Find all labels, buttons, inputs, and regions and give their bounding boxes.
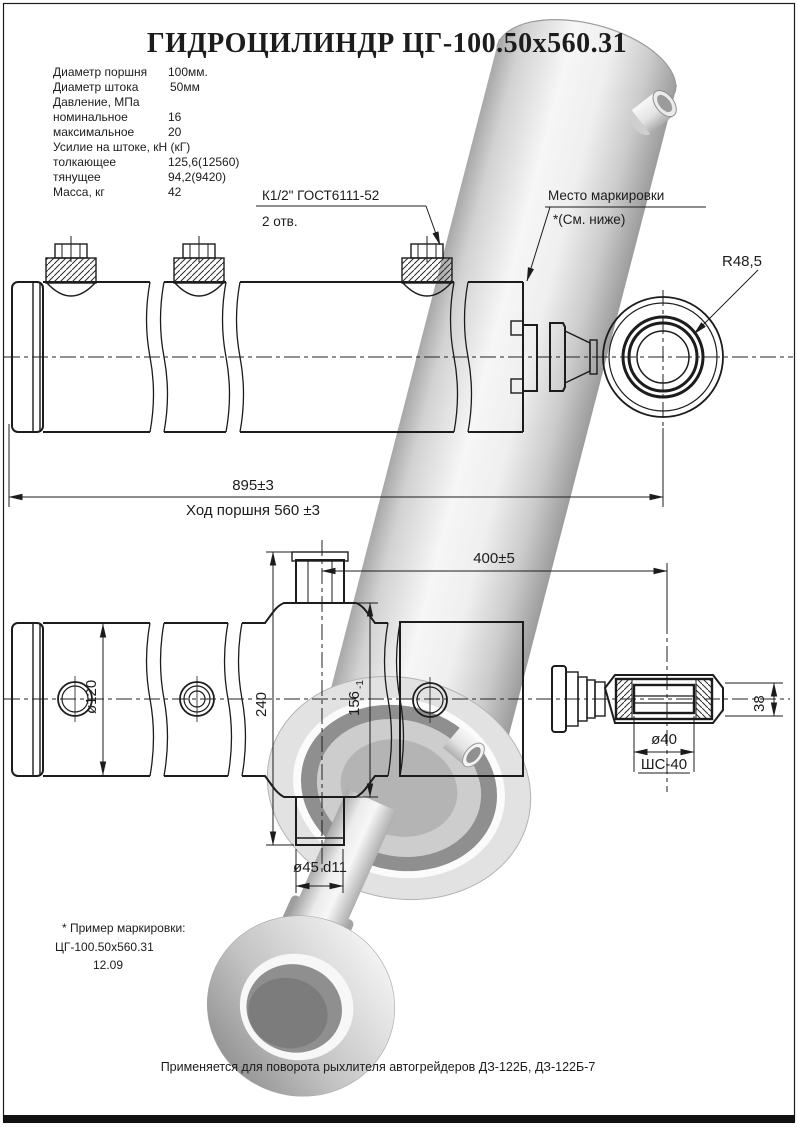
spec-value: 42 <box>168 185 182 199</box>
marking-see-below: *(См. ниже) <box>553 212 626 227</box>
dim-port-to-eye: 400±5 <box>473 550 515 567</box>
spec-label: Масса, кг <box>53 185 105 199</box>
dim-boss-span-tol: -1 <box>355 680 366 689</box>
spec-label: Давление, МПа <box>53 95 140 109</box>
dim-bearing-bore: ø40 <box>651 731 677 748</box>
spec-value: 125,6(12560) <box>168 155 240 169</box>
spec-label: максимальное <box>53 125 135 139</box>
dim-mount-span: 240 <box>253 691 270 717</box>
spec-table <box>53 65 239 199</box>
port-thread-label: К1/2" ГОСТ6111-52 <box>262 188 380 203</box>
lower-top-fitting <box>292 552 348 603</box>
application-caption: Применяется для поворота рыхлителя автогрейдеров ДЗ-122Б, ДЗ-122Б-7 <box>160 1060 596 1074</box>
spec-value: 100мм. <box>168 65 208 79</box>
port-fitting-2 <box>174 236 224 296</box>
spec-label: тянущее <box>53 170 101 184</box>
note-line-1: * Пример маркировки: <box>62 921 186 935</box>
spec-label: Диаметр поршня <box>53 65 148 79</box>
rod-eye-3d <box>188 896 414 1116</box>
callout-port-thread <box>256 188 440 245</box>
marking-label: Место маркировки <box>548 188 665 203</box>
note-line-2: ЦГ-100.50х560.31 <box>55 940 154 954</box>
marking-example-note <box>55 921 186 972</box>
dim-piston-stroke: Ход поршня 560 ±3 <box>186 502 320 519</box>
spec-value: 50мм <box>170 80 200 94</box>
dim-stub-dia: ø45 d11 <box>293 859 347 876</box>
spec-label: номинальное <box>53 110 128 124</box>
note-line-3: 12.09 <box>93 958 124 972</box>
eye-radius-label: R48,5 <box>722 253 763 270</box>
dim-overall-length: 895±3 <box>232 477 274 494</box>
cylinder-3d-render <box>188 2 687 1116</box>
dim-boss-span: 156 <box>346 690 363 716</box>
sheet-bottom-bar <box>3 1115 795 1123</box>
port-thread-qty: 2 отв. <box>262 214 298 229</box>
port-fitting-1 <box>46 236 96 296</box>
spec-label: толкающее <box>53 155 117 169</box>
spec-label: Диаметр штока <box>53 80 139 94</box>
spec-value: 94,2(9420) <box>168 170 227 184</box>
drawing-title: ГИДРОЦИЛИНДР ЦГ-100.50х560.31 <box>146 28 628 59</box>
spec-label: Усилие на штоке, кН (кГ) <box>53 140 191 154</box>
dim-eye-width: 38 <box>751 695 768 712</box>
spec-value: 16 <box>168 110 182 124</box>
dim-barrel-od: ø120 <box>83 679 100 714</box>
spec-value: 20 <box>168 125 182 139</box>
dim-bearing-type: ШС-40 <box>640 756 688 773</box>
